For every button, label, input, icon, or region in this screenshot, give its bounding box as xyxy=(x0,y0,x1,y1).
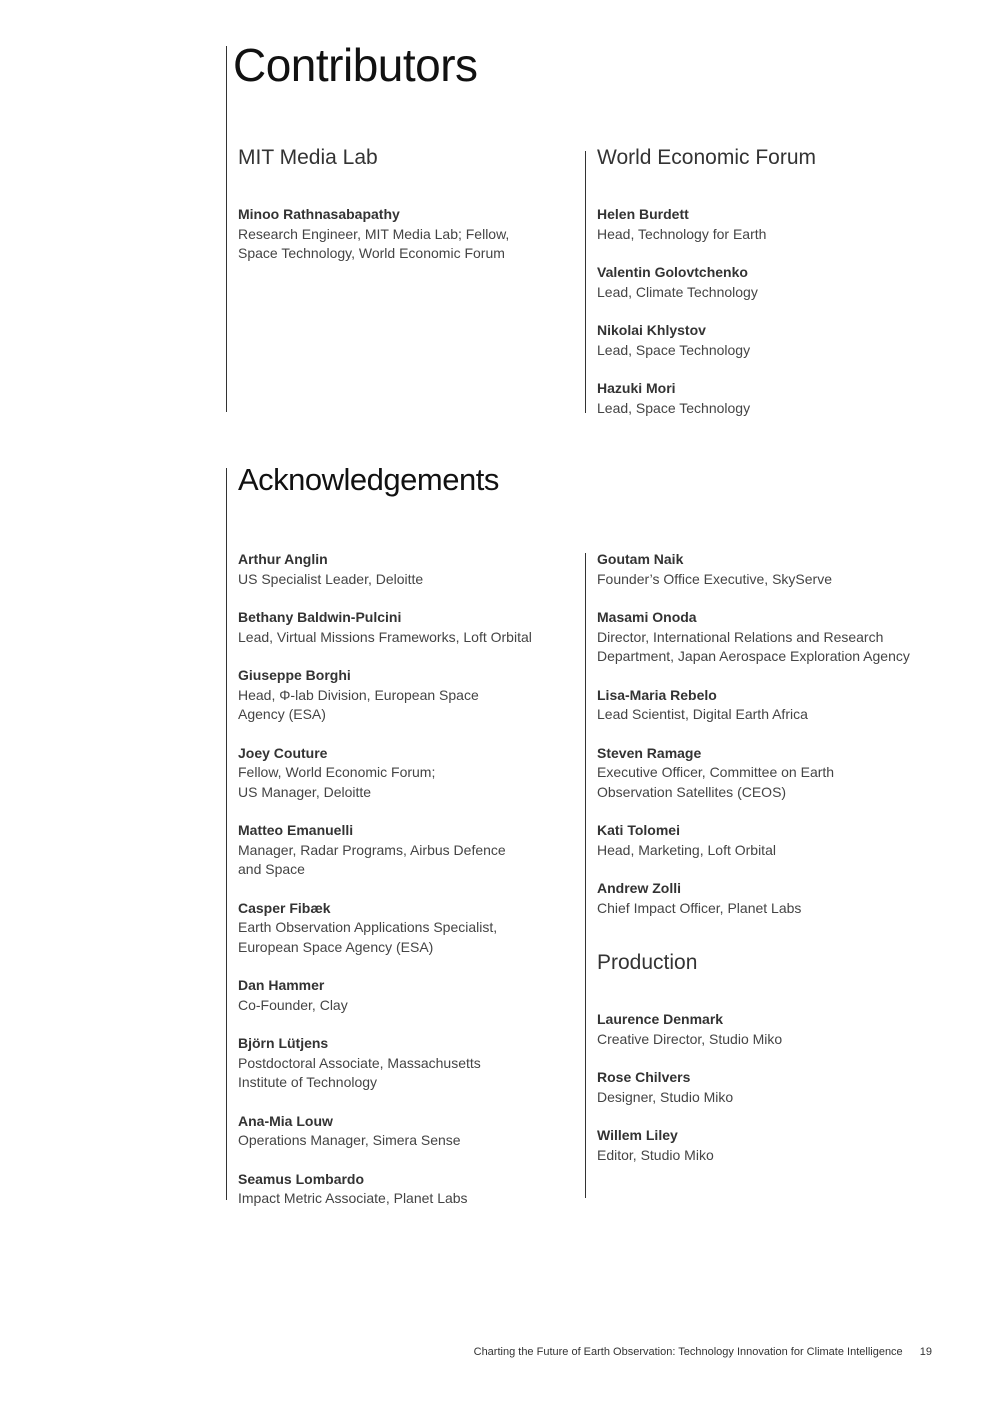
person-name: Nikolai Khlystov xyxy=(597,322,706,338)
person-name: Rose Chilvers xyxy=(597,1069,691,1085)
person-name: Laurence Denmark xyxy=(597,1011,724,1027)
person-role: Lead, Climate Technology xyxy=(597,283,758,300)
person-name: Giuseppe Borghi xyxy=(238,667,351,683)
person-role: Fellow, World Economic Forum; US Manager, Deloitte xyxy=(238,764,436,800)
person-name: Andrew Zolli xyxy=(597,880,681,896)
person-entry xyxy=(597,205,927,244)
person-entry xyxy=(597,686,942,725)
person-role: Designer, Studio Miko xyxy=(597,1088,734,1105)
person-name: Steven Ramage xyxy=(597,744,702,761)
wef-heading: World Economic Forum xyxy=(597,146,817,169)
person-entry xyxy=(238,1034,568,1093)
person-entry xyxy=(238,1170,568,1209)
production-heading: Production xyxy=(597,951,698,974)
person-role: US Specialist Leader, Deloitte xyxy=(238,570,424,587)
person-role: Director, International Relations and Research Department, Japan Aerospace Exploration Agency xyxy=(597,628,910,664)
acknowledgements-left-list xyxy=(238,550,568,1228)
person-entry xyxy=(238,976,568,1015)
person-entry xyxy=(597,879,942,918)
person-entry xyxy=(238,550,568,589)
person-entry xyxy=(597,1068,927,1107)
person-name: Joey Couture xyxy=(238,744,328,761)
acknowledgements-middle-rule xyxy=(585,553,586,1198)
person-name: Lisa-Maria Rebelo xyxy=(597,686,717,703)
person-role: Lead, Space Technology xyxy=(597,399,751,416)
person-entry xyxy=(597,1126,927,1165)
person-name: Dan Hammer xyxy=(238,977,325,993)
person-entry xyxy=(597,608,942,667)
acknowledgements-left-rule xyxy=(226,468,227,1200)
person-entry xyxy=(597,1010,927,1049)
person-name: Minoo Rathnasabapathy xyxy=(238,206,400,222)
person-role: Lead, Virtual Missions Frameworks, Loft Orbital xyxy=(238,628,532,645)
person-role: Head, Technology for Earth xyxy=(597,225,767,242)
person-name: Arthur Anglin xyxy=(238,551,328,567)
person-role: Lead Scientist, Digital Earth Africa xyxy=(597,706,808,722)
production-people-list xyxy=(597,1010,927,1184)
person-role: Postdoctoral Associate, Massachusetts Institute of Technology xyxy=(238,1054,481,1090)
person-role: Co-Founder, Clay xyxy=(238,996,348,1013)
person-name: Björn Lütjens xyxy=(238,1035,329,1051)
person-role: Lead, Space Technology xyxy=(597,341,751,358)
page-footer xyxy=(474,1346,932,1358)
person-name: Matteo Emanuelli xyxy=(238,822,354,838)
mit-media-lab-heading: MIT Media Lab xyxy=(238,146,378,169)
person-entry xyxy=(597,550,942,589)
person-entry xyxy=(238,744,568,803)
mit-people-list xyxy=(238,205,568,283)
person-name: Kati Tolomei xyxy=(597,822,680,838)
footer-subtitle: Technology Innovation for Climate Intelligence xyxy=(678,1346,903,1358)
person-name: Hazuki Mori xyxy=(597,380,676,396)
person-role: Earth Observation Applications Specialist, European Space Agency (ESA) xyxy=(238,919,498,955)
footer-report-title: Charting the Future of Earth Observation: xyxy=(473,1346,676,1358)
person-role: Creative Director, Studio Miko xyxy=(597,1030,783,1047)
person-entry xyxy=(597,321,927,360)
person-role: Chief Impact Officer, Planet Labs xyxy=(597,899,802,916)
person-name: Bethany Baldwin-Pulcini xyxy=(238,609,402,625)
wef-people-list xyxy=(597,205,927,437)
person-role: Executive Officer, Committee on Earth Observation Satellites (CEOS) xyxy=(597,764,835,800)
person-role: Editor, Studio Miko xyxy=(597,1146,714,1163)
person-entry xyxy=(238,899,568,958)
person-role: Impact Metric Associate, Planet Labs xyxy=(238,1190,468,1206)
person-name: Casper Fibæk xyxy=(238,899,331,916)
person-name: Valentin Golovtchenko xyxy=(597,264,748,280)
person-entry xyxy=(597,263,927,302)
person-entry xyxy=(597,379,927,418)
person-name: Ana-Mia Louw xyxy=(238,1112,333,1129)
person-entry xyxy=(238,666,568,725)
person-entry xyxy=(597,821,942,860)
person-entry xyxy=(238,205,568,264)
person-entry xyxy=(597,744,942,803)
person-role: Head, Φ-lab Division, European Space Agency (ESA) xyxy=(238,686,479,722)
person-entry xyxy=(238,608,568,647)
person-role: Founder’s Office Executive, SkyServe xyxy=(597,570,832,587)
person-name: Masami Onoda xyxy=(597,609,697,625)
person-role: Operations Manager, Simera Sense xyxy=(238,1132,461,1148)
person-role: Manager, Radar Programs, Airbus Defence and Space xyxy=(238,841,506,877)
person-name: Goutam Naik xyxy=(597,551,684,567)
person-role: Head, Marketing, Loft Orbital xyxy=(597,841,776,858)
person-name: Helen Burdett xyxy=(597,206,689,222)
person-name: Seamus Lombardo xyxy=(238,1170,365,1187)
person-entry xyxy=(238,821,568,880)
acknowledgements-right-list xyxy=(597,550,942,937)
page-number: 19 xyxy=(919,1346,932,1358)
contributors-left-rule xyxy=(226,46,227,412)
person-role: Research Engineer, MIT Media Lab; Fellow, Space Technology, World Economic Forum xyxy=(238,225,510,261)
acknowledgements-title: Acknowledgements xyxy=(238,462,499,497)
contributors-middle-rule xyxy=(585,151,586,413)
contributors-title: Contributors xyxy=(233,39,478,91)
person-entry xyxy=(238,1112,568,1151)
person-name: Willem Liley xyxy=(597,1127,678,1143)
